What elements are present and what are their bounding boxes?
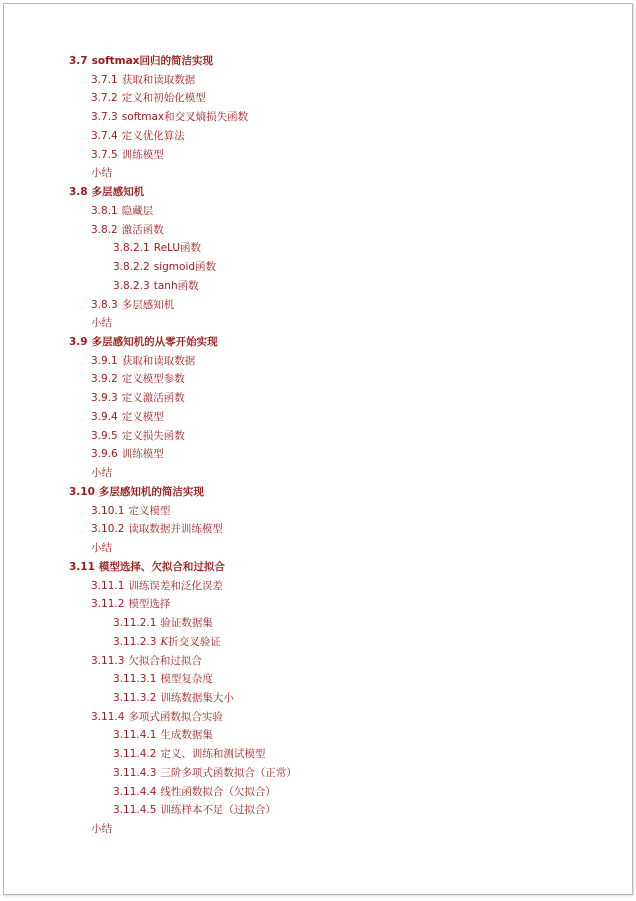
- toc-subsection-link[interactable]: [4, 670, 632, 689]
- toc-entry-title: 训练数据集大小: [160, 691, 234, 704]
- toc-subsection-link[interactable]: [4, 221, 632, 240]
- toc-entry-title: 模型选择、欠拟合和过拟合: [98, 560, 225, 573]
- toc-entry-number: 3.11.1: [91, 579, 125, 592]
- toc-subsection-link[interactable]: [4, 783, 632, 802]
- toc-entry-number: 3.8.2: [91, 223, 118, 236]
- toc-entry-number: 3.10: [69, 485, 95, 498]
- toc-entry-title: 定义和初始化模型: [121, 92, 206, 105]
- toc-section-link[interactable]: [4, 483, 632, 502]
- toc-subsection-link[interactable]: [4, 708, 632, 727]
- toc-entry-title: 读取数据并训练模型: [128, 523, 223, 536]
- toc-subsection-link[interactable]: [4, 539, 632, 558]
- toc-subsection-link[interactable]: [4, 595, 632, 614]
- toc-section-link[interactable]: [4, 52, 632, 71]
- toc-entry-number: 3.11.2.1: [113, 617, 157, 630]
- toc-subsection-link[interactable]: [4, 764, 632, 783]
- toc-entry-number: 3.8.2.1: [113, 242, 150, 255]
- toc-subsection-link[interactable]: [4, 239, 632, 258]
- toc-entry-number: 3.10.1: [91, 504, 125, 517]
- toc-entry-title: K折交叉验证: [160, 635, 221, 648]
- toc-entry-number: 3.11.4.3: [113, 766, 157, 779]
- document-page: [3, 3, 633, 895]
- toc-entry-number: 3.8.2.2: [113, 261, 150, 274]
- toc-entry-title: 小结: [91, 467, 112, 480]
- toc-subsection-link[interactable]: [4, 820, 632, 839]
- toc-entry-title: 多层感知机的简洁实现: [98, 485, 204, 498]
- toc-subsection-link[interactable]: [4, 445, 632, 464]
- toc-entry-number: 3.11.4.5: [113, 804, 157, 817]
- toc-entry-title: softmax回归的简洁实现: [91, 55, 213, 67]
- toc-subsection-link[interactable]: [4, 427, 632, 446]
- toc-entry-title: 激活函数: [121, 223, 164, 236]
- toc-subsection-link[interactable]: [4, 277, 632, 296]
- toc-subsection-link[interactable]: [4, 71, 632, 90]
- toc-subsection-link[interactable]: [4, 89, 632, 108]
- toc-entry-number: 3.11.4.4: [113, 785, 157, 798]
- toc-entry-number: 3.7.4: [91, 129, 118, 142]
- toc-entry-title: 小结: [91, 167, 112, 180]
- toc-entry-number: 3.11.4.2: [113, 748, 157, 761]
- toc-entry-title: 多层感知机: [91, 186, 145, 199]
- toc-entry-title: 三阶多项式函数拟合（正常）: [160, 766, 297, 779]
- toc-subsection-link[interactable]: [4, 726, 632, 745]
- toc-entry-number: 3.9.1: [91, 354, 118, 367]
- toc-entry-title: 训练模型: [121, 448, 164, 461]
- toc-entry-title: 训练误差和泛化误差: [128, 579, 223, 592]
- toc-entry-title: 生成数据集: [160, 729, 213, 742]
- toc-entry-title: 多项式函数拟合实验: [128, 710, 223, 723]
- toc-entry-number: 3.9.4: [91, 410, 118, 423]
- toc-entry-number: 3.10.2: [91, 523, 125, 536]
- toc-section-link[interactable]: [4, 183, 632, 202]
- toc-entry-title: tanh函数: [153, 279, 199, 292]
- toc-subsection-link[interactable]: [4, 577, 632, 596]
- toc-entry-title: 多层感知机的从零开始实现: [91, 336, 218, 349]
- toc-entry-number: 3.11.2: [91, 598, 125, 611]
- toc-entry-number: 3.11: [69, 560, 95, 573]
- toc-entry-title: 定义激活函数: [121, 392, 185, 405]
- toc-entry-number: 3.9.5: [91, 429, 118, 442]
- toc-entry-title: 获取和读取数据: [121, 354, 196, 367]
- toc-entry-number: 3.7.1: [91, 73, 118, 86]
- toc-entry-number: 3.8: [69, 186, 88, 199]
- toc-entry-title: 验证数据集: [160, 617, 213, 630]
- toc-subsection-link[interactable]: [4, 146, 632, 165]
- toc-subsection-link[interactable]: [4, 502, 632, 521]
- toc-entry-title: 获取和读取数据: [121, 73, 196, 86]
- toc-entry-title: 小结: [91, 317, 112, 330]
- toc-entry-number: 3.8.2.3: [113, 279, 150, 292]
- toc-entry-number: 3.11.2.3: [113, 635, 157, 648]
- toc-entry-title: 定义损失函数: [121, 429, 185, 442]
- toc-entry-number: 3.9.2: [91, 373, 118, 386]
- toc-entry-number: 3.11.3.1: [113, 673, 157, 686]
- toc-subsection-link[interactable]: [4, 296, 632, 315]
- toc-subsection-link[interactable]: [4, 408, 632, 427]
- toc-entry-number: 3.9: [69, 336, 88, 349]
- toc-subsection-link[interactable]: [4, 108, 632, 127]
- toc-entry-title: 线性函数拟合（欠拟合）: [160, 785, 276, 798]
- toc-entry-number: 3.7.5: [91, 148, 118, 161]
- toc-subsection-link[interactable]: [4, 633, 632, 652]
- toc-entry-number: 3.8.1: [91, 204, 118, 217]
- toc-subsection-link[interactable]: [4, 745, 632, 764]
- toc-entry-number: 3.11.4.1: [113, 729, 157, 742]
- toc-entry-number: 3.7: [69, 55, 88, 67]
- toc-subsection-link[interactable]: [4, 127, 632, 146]
- toc-entry-number: 3.9.3: [91, 392, 118, 405]
- toc-entry-number: 3.7.2: [91, 92, 118, 105]
- toc-subsection-link[interactable]: [4, 258, 632, 277]
- toc-entry-title: 模型复杂度: [160, 673, 213, 686]
- toc-subsection-link[interactable]: [4, 652, 632, 671]
- toc-entry-title: 定义模型: [121, 410, 164, 423]
- toc-subsection-link[interactable]: [4, 801, 632, 820]
- toc-entry-number: 3.11.3.2: [113, 691, 157, 704]
- toc-entry-title: 定义、训练和测试模型: [160, 748, 266, 761]
- toc-subsection-link[interactable]: [4, 520, 632, 539]
- toc-subsection-link[interactable]: [4, 202, 632, 221]
- toc-entry-title: 定义模型参数: [121, 373, 185, 386]
- toc-entry-title: 训练模型: [121, 148, 164, 161]
- toc-section-link[interactable]: [4, 333, 632, 352]
- toc-subsection-link[interactable]: [4, 689, 632, 708]
- toc-entry-title: 定义优化算法: [121, 129, 185, 142]
- toc-entry-title: 隐藏层: [121, 204, 154, 217]
- toc-entry-title: 模型选择: [128, 598, 171, 611]
- toc-subsection-link[interactable]: [4, 614, 632, 633]
- toc-section-link[interactable]: [4, 558, 632, 577]
- toc-subsection-link[interactable]: [4, 314, 632, 333]
- toc-subsection-link[interactable]: [4, 389, 632, 408]
- toc-entry-title: sigmoid函数: [153, 261, 217, 274]
- toc-entry-title: 小结: [91, 542, 112, 555]
- toc-subsection-link[interactable]: [4, 464, 632, 483]
- toc-entry-number: 3.11.3: [91, 654, 125, 667]
- toc-entry-title: softmax和交叉熵损失函数: [121, 111, 249, 124]
- toc-subsection-link[interactable]: [4, 352, 632, 371]
- toc-entry-title: 多层感知机: [121, 298, 175, 311]
- toc-subsection-link[interactable]: [4, 370, 632, 389]
- toc-entry-title: 欠拟合和过拟合: [128, 654, 202, 667]
- toc-entry-number: 3.11.4: [91, 710, 125, 723]
- toc-entry-title: 小结: [91, 823, 112, 836]
- toc-entry-title: 训练样本不足（过拟合）: [160, 804, 276, 817]
- toc-entry-number: 3.8.3: [91, 298, 118, 311]
- toc-entry-title: ReLU函数: [153, 242, 202, 255]
- toc-subsection-link[interactable]: [4, 164, 632, 183]
- toc-entry-title: 定义模型: [128, 504, 171, 517]
- toc-entry-number: 3.7.3: [91, 111, 118, 124]
- toc-entry-number: 3.9.6: [91, 448, 118, 461]
- table-of-contents: [4, 52, 632, 839]
